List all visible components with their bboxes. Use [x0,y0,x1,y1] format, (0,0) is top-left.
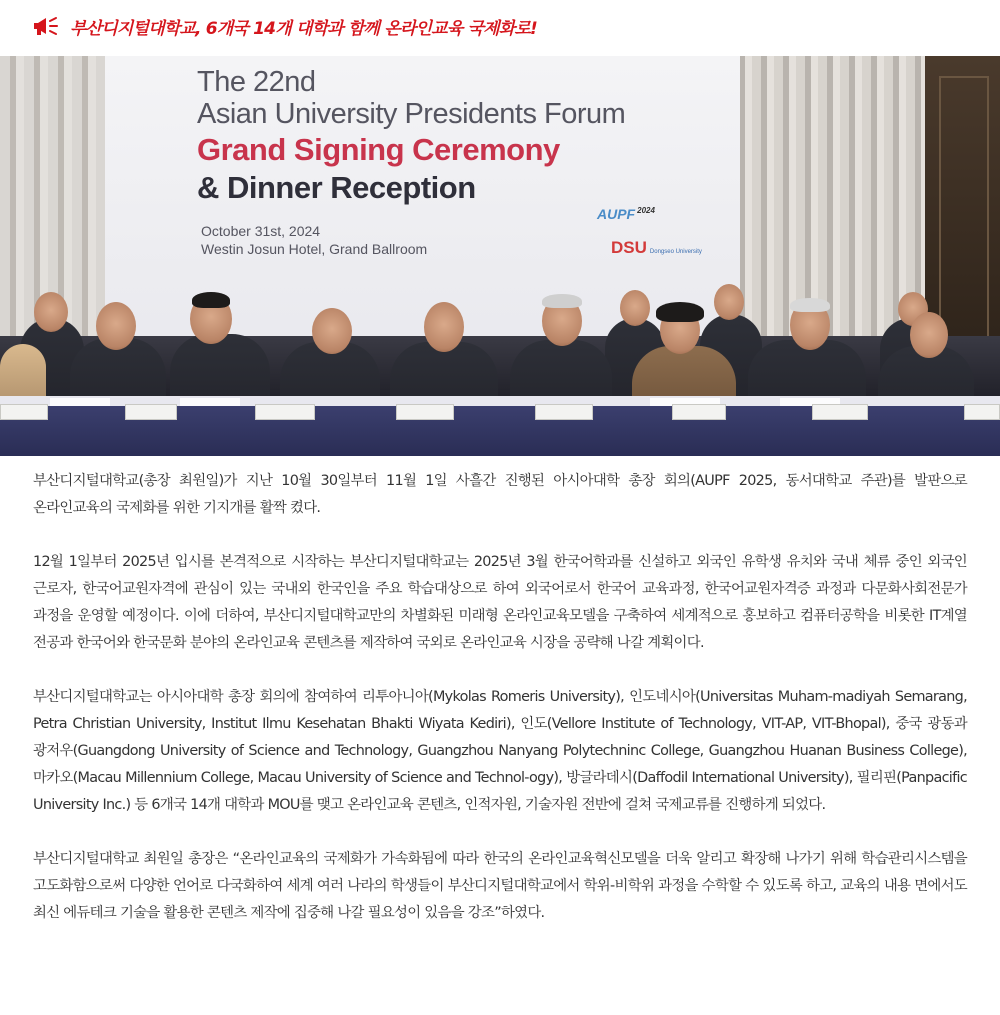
article-paragraph: 부산디지털대학교는 아시아대학 총장 회의에 참여하여 리투아니아(Mykolas Romeris University), 인도네시아(Universitas Muham-madiyah Semarang, Petra Christian University, Institut Ilmu Kesehatan Bhakti Wiyata Kediri), 인도(Vellore Institute of Technology, VIT-AP, VIT-Bhopal), 중국 광동과 광저우(Guangdong University of Science and Technology, Guangzhou Nanyang Polytechninc College, Guangzhou Huanan Business College), 마카오(Macau Millennium College, Macau University of Science and Technol-ogy), 방글라데시(Daffodil International University), 필리핀(Panpacific University Inc.) 등 6개국 14개 대학과 MOU를 맺고 온라인교육 콘텐츠, 인적자원, 기술자원 전반에 걸쳐 국제교류를 진행하게 되었다. [33,689,967,813]
nameplate [255,404,315,420]
screen-line-3: Grand Signing Ceremony [197,132,560,167]
article-paragraph: 부산디지털대학교 최원일 총장은 “온라인교육의 국제화가 가속화됨에 따라 한국의 온라인교육혁신모델을 더욱 알리고 확장해 나가기 위해 학습관리시스템을 고도화함으로써 다양한 언어로 다국화하여 세계 여러 나라의 학생들이 부산디지털대학교에서 학위-비학위 과정을 수학할 수 있도록 하고, 교육의 내용 면에서도 최신 에듀테크 기술을 활용한 콘텐츠 제작에 집중해 나갈 필요성이 있음을 강조”하였다. [33,851,967,921]
nameplate [812,404,868,420]
dsu-logo-text: DSU [611,238,647,257]
screen-line-1: The 22nd [197,66,316,98]
article-paragraph: 12월 1일부터 2025년 입시를 본격적으로 시작하는 부산디지털대학교는 2025년 3월 한국어학과를 신설하고 외국인 유학생 유치와 국내 체류 중인 외국인 근로자, 한국어교원자격에 관심이 있는 국내외 한국인을 주요 학습대상으로 하여 외국어로서 한국어 교육과정, 한국어교원자격증 과정과 다문화사회전문가 과정을 운영할 예정이다. 이에 더하여, 부산디지털대학교만의 차별화된 미래형 온라인교육모델을 구축하여 세계적으로 홍보하고 컴퓨터공학을 비롯한 IT계열 전공과 한국어와 한국문화 분야의 온라인교육 콘텐츠를 제작하여 국외로 온라인교육 시장을 공략해 나갈 계획이다. [33,554,967,651]
attendee-head [312,308,352,354]
document-paper [180,398,240,406]
screen-date: October 31st, 2024 [201,223,321,239]
aupf-logo-year: 2024 [637,206,655,216]
attendee-head [34,292,68,332]
dsu-logo-sub: Dongseo University [649,249,702,255]
nameplate [535,404,593,420]
article-body [33,468,967,927]
headline-title: 부산디지털대학교, 6개국 14개 대학과 함께 온라인교육 국제화로! [70,18,537,39]
dsu-logo [611,238,702,258]
attendee-head [96,302,136,350]
document-paper [50,398,110,406]
attendee-head [910,312,948,358]
nameplate [672,404,726,420]
nameplate [125,404,177,420]
screen-venue: Westin Josun Hotel, Grand Ballroom [201,241,428,257]
attendee-hair [656,302,704,322]
nameplate [964,404,1000,420]
nameplate [0,404,48,420]
attendee-hair [790,298,830,312]
event-photo [0,56,1000,456]
screen-line-2: Asian University Presidents Forum [197,98,626,130]
megaphone-icon [32,15,66,37]
headline [32,12,537,40]
aupf-logo [597,206,655,222]
screen-line-4: & Dinner Reception [197,170,476,205]
attendee-hair [542,294,582,308]
attendee-head [620,290,650,326]
nameplate [396,404,454,420]
aupf-logo-text: AUPF [597,206,636,222]
attendee-head [424,302,464,352]
article-paragraph: 부산디지털대학교(총장 최원일)가 지난 10월 30일부터 11월 1일 사흘간 진행된 아시아대학 총장 회의(AUPF 2025, 동서대학교 주관)를 발판으로 온라인교육의 국제화를 위한 기지개를 활짝 켰다. [33,473,967,516]
attendee-head [714,284,744,320]
attendee-hair [192,292,230,308]
